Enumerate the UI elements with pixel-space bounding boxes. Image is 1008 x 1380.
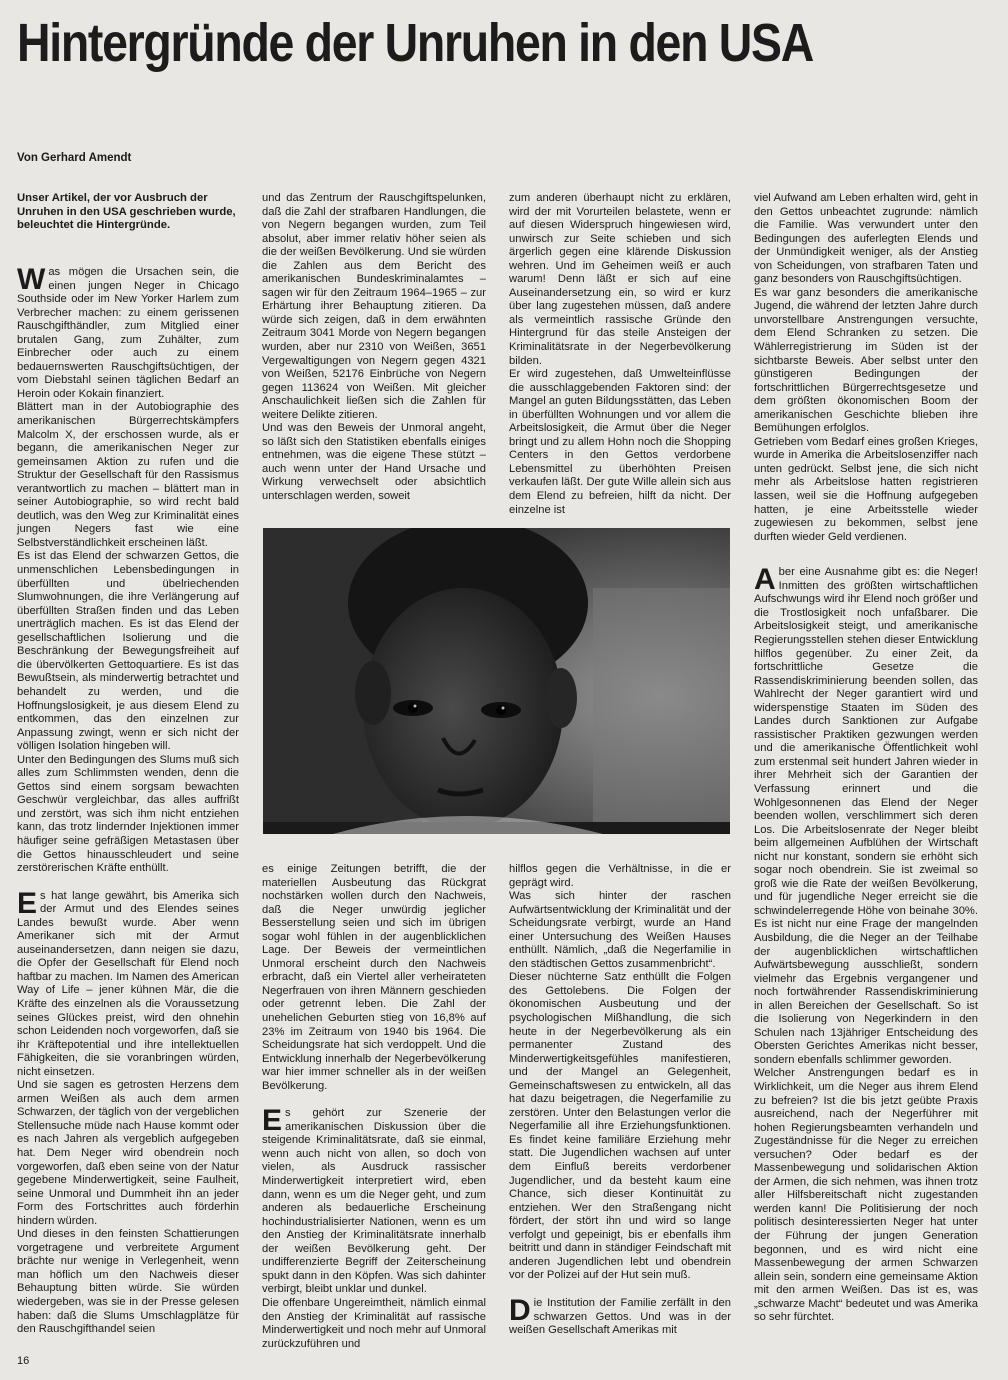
column-4 [754,192,978,1325]
paragraph: Getrieben vom Bedarf eines großen Krieges, wurde in Amerika die Arbeitslosenziffer nach unten gedrückt. Selbst jene, die sich nicht mehr als Arbeitslose hatten registrieren lassen, weil sie die Hoffnung aufgegeben hatten, je eine Arbeitsstelle wieder zugewiesen zu bekommen, selbst jene durften wieder Geld verdienen. [754,435,978,543]
drop-cap: E [17,886,38,920]
column-3-top [509,192,731,517]
author-byline: Von Gerhard Amendt [17,152,132,164]
drop-cap: A [754,563,776,597]
paragraph: Und sie sagen es getrosten Herzens dem armen Weißen als auch dem armen Schwarzen, der täglich von der vergeblichen Stellensuche müde nach Hause kommt oder es nach Jahren als vergeblich aufgegeben hat. Dem Neger wird obendrein noch vorgeworfen, daß eben seine von der Natur gegebene Minderwertigkeit, seine Faulheit, seine Unmoral und Dummheit ihn an jeder Form des Fortschrittes auch förderhin hindern würden. [17,1079,239,1227]
page-number: 16 [17,1355,30,1367]
paragraph: Unter den Bedingungen des Slums muß sich alles zum Schlimmsten wenden, denn die Gettos sind einem sorgsam bewachten Geschwür vergleichbar, das alles auffrißt und zerstört, was sich ihm nicht entziehen kann, das trotz lindernder Injektionen immer häufiger seine gefräßigen Metastasen über die Gettos hinausschleudert und seine zerstörerischen Kräfte enthüllt. [17,753,240,875]
paragraph: Aber eine Ausnahme gibt es: die Neger! Inmitten des größten wirtschaftlichen Aufschwungs wird ihr Elend noch größer und die Trostlosigkeit noch unfaßbarer. Die Arbeitslosigkeit steigt, und amerikanische Regierungsstellen stehen dieser Entwicklung hilflos gegenüber. Zu einer Zeit, da fortschrittliche Gesetze die Rassendiskriminierung beenden sollen, das Wahlrecht der Neger garantiert wird und widerspenstige Staaten im Süden des Landes durch Sanktionen zur Aufgabe rassistischer Praktiken gezwungen werden und die amerikanische Öffentlichkeit wohl zum erstenmal seit hundert Jahren wieder in ihrer Mehrheit sich der Garantien der Verfassung erinnert und die Wohlgesonnenen das Elend der Neger beenden wollen, verschlimmert sich deren Los. Die Arbeitslosenrate der Neger bleibt beim allgemeinen Aufblühen der Wirtschaft nicht nur konstant, sondern sie erhöht sich sogar noch obendrein. Sie ist zweimal so groß wie die Rate der weißen Bevölkerung, und für jugendliche Neger erreicht sie die schwindelerregende Höhe von beinahe 30%. Es ist nicht nur eine Frage der mangelnden Ausbildung, die die Neger an der Teilhabe der augenblicklichen wirtschaftlichen Aufwärtsbewegung ausschließt, sondern vielmehr das Ergebnis vergangener und noch fortwährender Rassendiskriminierung in allen Bereichen der Gesellschaft. So ist die Isolierung von Negerkindern in den Schulen nach 13jähriger Entscheidung des Obersten Gerichtes Amerikas nicht besser, sondern ebenfalls schlimmer geworden. [754,563,978,1066]
drop-cap: W [17,263,46,296]
paragraph: Was mögen die Ursachen sein, die einen jungen Neger in Chicago Southside oder im New Yorker Harlem zum Verbrecher machen: zu einem gerissenen Rauschgifthändler, zum Mitglied einer brutalen Gang, zum Zuhälter, zum Einbrecher oder auch zu einem bedauernswerten Rauschgiftsüchtigen, der vom Diebstahl seinen täglichen Bedarf an Heroin oder Kokain finanziert. [17,263,239,400]
paragraph: viel Aufwand am Leben erhalten wird, geht in den Gettos unbeachtet zugrunde: nämlich die Familie. Was verwundert unter den Bedingungen des auferlegten Elends und der Unmündigkeit weniger, als der Anstieg von Scheidungen, von strafbaren Taten und ganz besonders von Rauschgiftsüchtigen. [754,192,978,286]
paragraph: zum anderen überhaupt nicht zu erklären, wird der mit Vorurteilen belastete, wenn er auf diesen Widerspruch hingewiesen wird, unwirsch zur Seite schieben und sich ärgerlich gegen eine klärende Diskussion wehren. Und im Geheimen weiß er auch warum! Denn läßt er sich auf eine Auseinandersetzung ein, so wird er kurz über lang zugestehen müssen, daß andere als vermeintlich rassische Gründe den Hintergrund für das steile Ansteigen der Kriminalitätsrate in der Negerbevölkerung bilden. [509,192,731,367]
portrait-photo [263,528,730,834]
paragraph: Die Institution der Familie zerfällt in den schwarzen Gettos. Und was in der weißen Gesellschaft Amerikas mit [509,1293,731,1337]
paragraph: Er wird zugestehen, daß Umwelteinflüsse die ausschlaggebenden Faktoren sind: der Mangel an guten Bildungsstätten, das Leben in überfüllten Wohnungen und vor allem die Arbeitslosigkeit, die Armut über die Neger bringt und zu allem Hohn noch die Shopping Centers in den Gettos verdorbene Lebensmittel zu überhöhten Preisen verkaufen läßt. Der gute Wille allein sich aus dem Elend zu befreien, hilft da nicht. Der einzelne ist [509,368,731,516]
paragraph: Und dieses in den feinsten Schattierungen vorgetragene und verbreitete Argument brächte nur wenige in Verlegenheit, wenn man höflich um den Nachweis dieser Behauptung bitten würde. Sie würden wiedergeben, was sie in der Presse gelesen haben: daß die Slums Umschlagplätze für den Rauschgifthandel seien [17,1228,239,1336]
paragraph: hilflos gegen die Verhältnisse, in die er geprägt wird. [509,863,731,889]
column-3-bottom [509,863,731,1338]
portrait-photo-image [263,528,730,834]
paragraph: Es ist das Elend der schwarzen Gettos, die unmenschlichen Lebensbedingungen in überfüllten und übelriechenden Slumwohnungen, die ihre Verlängerung auf überfüllten Straßen finden und das Leben unerträglich machen. Es ist das Elend der gesellschaftlichen Isolierung und die Beschränkung der Bewegungsfreiheit auf die übervölkerten Gettoquartiere. Es ist das Bewußtsein, als minderwertig betrachtet und behandelt zu werden, und die Hoffnungslosigkeit, je aus diesem Elend zu entkommen, das den einzelnen zur Anpassung zwingt, wenn er sich nicht der völligen Isolation hingeben will. [17,550,239,753]
paragraph: Und was den Beweis der Unmoral angeht, so läßt sich den Statistiken ebenfalls einiges entnehmen, was die eigene These stützt – auch wenn unter der Hand Ursache und Wirkung verwechselt oder absichtlich unterschlagen werden, soweit [262,422,486,503]
drop-cap: E [262,1104,283,1138]
paragraph: es einige Zeitungen betrifft, die der materiellen Ausbeutung das Rückgrat nochstärken wollen durch den Nachweis, daß die Neger unwürdig jeglicher Besserstellung seien und sich im übrigen sogar wohl fühlen in der augenblicklichen Lage. Der Beweis der vermeintlichen Unmoral erscheint durch den Nachweis erbracht, daß ein Viertel aller verheirateten Negerfrauen von ihren Männern geschieden oder getrennt leben. Die Zahl der unehelichen Geburten stieg von 16,8% auf 23% im Zeitraum von 1940 bis 1964. Die Scheidungsrate hat sich verdoppelt. Und die Entwicklung innerhalb der Negerbevölkerung war hier immer schneller als in der weißen Bevölkerung. [262,863,486,1092]
intro-text: Unser Artikel, der vor Ausbruch der Unruhen in den USA geschrieben wurde, beleuchtet die Hintergründe. [17,192,236,232]
intro-block [17,192,239,233]
paragraph: Es hat lange gewährt, bis Amerika sich der Armut und des Elendes seines Landes bewußt wurde. Aber wenn Amerikaner sich mit der Armut auseinandersetzen, dann neigen sie dazu, die Opfer der Gesellschaft für Elend noch haftbar zu machen. Im Namen des American Way of Life – jener kühnen Mär, die die Kräfte des einzelnen als die Voraussetzung seines Glückes preist, wird den ohnehin schon Leidenden noch vorgeworfen, daß sie ihr Kräftepotential und ihre intellektuellen Fähigkeiten, die sie voranbringen würden, nicht einsetzen. [17,886,239,1078]
headline: Hintergründe der Unruhen in den USA [17,13,813,73]
paragraph: Dieser nüchterne Satz enthüllt die Folgen des Gettolebens. Die Folgen der ökonomischen Ausbeutung und der psychologischen Mißhandlung, die sich heute in der Negerbevölkerung als ein permanenter Zustand des Minderwertigkeitsgefühles manifestieren, und der Mangel an Gelegenheit, Gemeinschaftswesen zu entwickeln, all das hat dazu beigetragen, die Negerfamilie zu zerstören. Unter den Belastungen verlor die Negerfamilie all ihre Erziehungsfunktionen. Es findet keine familiäre Erziehung mehr statt. Die Jugendlichen wachsen auf unter dem Einfluß bereits verdorbener Jugendlicher, und da besteht kaum eine Chance, sich dieser Kontinuität zu entziehen. Wer den Straßengang nicht fördert, der stört ihn und wird so lange verfolgt und gepeinigt, bis er ebenfalls ihm beitritt und dann in ständiger Feindschaft mit anderen Jugendlichen lebt und obendrein vor der Polizei auf der Hut sein muß. [509,971,731,1282]
paragraph: Es gehört zur Szenerie der amerikanischen Diskussion über die steigende Kriminalitätsrate, daß sie einmal, wenn auch nicht von allen, so doch von vielen, als Ausdruck rassischer Minderwertigkeit interpretiert wird, eben dann, wenn es um die Neger geht, und zum anderen als bedauerliche Erscheinung hochindustrialisierter Nationen, wenn es um den Anstieg der Kriminalitätsrate innerhalb der weißen Bevölkerung geht. Der undifferenzierte Begriff der Zeiterscheinung spukt dann in den Köpfen. Was sich dahinter verbirgt, bleibt unklar und dunkel. [262,1104,486,1296]
column-2-bottom [262,863,486,1351]
paragraph: Es war ganz besonders die amerikanische Jugend, die während der letzten Jahre durch unvorstellbare Anstrengungen versuchte, dem Elend Schranken zu setzen. Die Wählerregistrierung im Süden ist der sichtbarste Beweis. Aber selbst unter den günstigeren Bedingungen der fortschrittlichen Bürgerrechtsgesetze und dem größten ökonomischen Boom der amerikanischen Geschichte blieben ihre Bemühungen erfolglos. [754,286,978,435]
paragraph: Was sich hinter der raschen Aufwärtsentwicklung der Kriminalität und der Scheidungsrate verbirgt, wurde an Hand einer Untersuchung des Weißen Hauses enthüllt. Nämlich, „daß die Negerfamilie in den städtischen Gettos zusammenbricht“. [509,890,731,970]
column-2-top [262,192,486,504]
paragraph: Blättert man in der Autobiographie des amerikanischen Bürgerrechtskämpfers Malcolm X, der erschossen wurde, als er begann, die amerikanischen Neger zur gemeinsamen Aktion zu rufen und die Struktur der Gesellschaft für den Rassismus verantwortlich zu machen – blättert man in seiner Autobiographie, so wird recht bald deutlich, was den Weg zur Kriminalität eines jungen Negers fast wie eine Selbstverständlichkeit erscheinen läßt. [17,401,239,549]
paragraph: und das Zentrum der Rauschgiftspelunken, daß die Zahl der strafbaren Handlungen, die von Negern begangen wurden, zum Teil absolut, aber immer relativ höher seien als die der weißen Bevölkerung. Und sie würden die Zahlen aus dem Bericht des amerikanischen Bundeskriminalamtes – sagen wir für den Zeitraum 1964–1965 – zur Erhärtung ihrer Behauptung zitieren. Da würde sich zeigen, daß in dem erwähnten Zeitraum 3041 Morde von Negern begangen wurden, aber nur 2310 von Weißen, 3651 Vergewaltigungen von Negern gegen 4321 von Weißen, 52176 Einbrüche von Negern gegen 113624 von Weißen. Mit gleicher Anschaulichkeit ließen sich die Zahlen für weitere Delikte zitieren. [262,192,486,421]
paragraph: Welcher Anstrengungen bedarf es in Wirklichkeit, um die Neger aus ihrem Elend zu befreien? Ist die bis jetzt geübte Praxis ausreichend, nach der Negerführer mit hohen Regierungsbeamten verhandeln und Zugeständnisse für die Neger zu erreichen versuchen? Oder bedarf es der Massenbewegung und solidarischen Aktion der Armen, die sich nehmen, was ihnen trotz aller Hilfsbereitschaft nicht zugestanden werden kann! Die Politisierung der noch politisch desinteressierten Neger hat unter der Führung der jungen Generation begonnen, und es wird nicht eine Massenbewegung der armen Schwarzen allein sein, sondern eine gemeinsame Aktion mit den armen Weißen. Das ist es, was „schwarze Macht“ bedeutet und was Amerika so sehr fürchtet. [754,1067,978,1324]
drop-cap: D [509,1293,531,1327]
column-1 [17,263,240,1337]
paragraph: Die offenbare Ungereimtheit, nämlich einmal den Anstieg der Kriminalität auf rassische Minderwertigkeit und noch mehr auf Unmoral zurückzuführen und [262,1296,486,1350]
